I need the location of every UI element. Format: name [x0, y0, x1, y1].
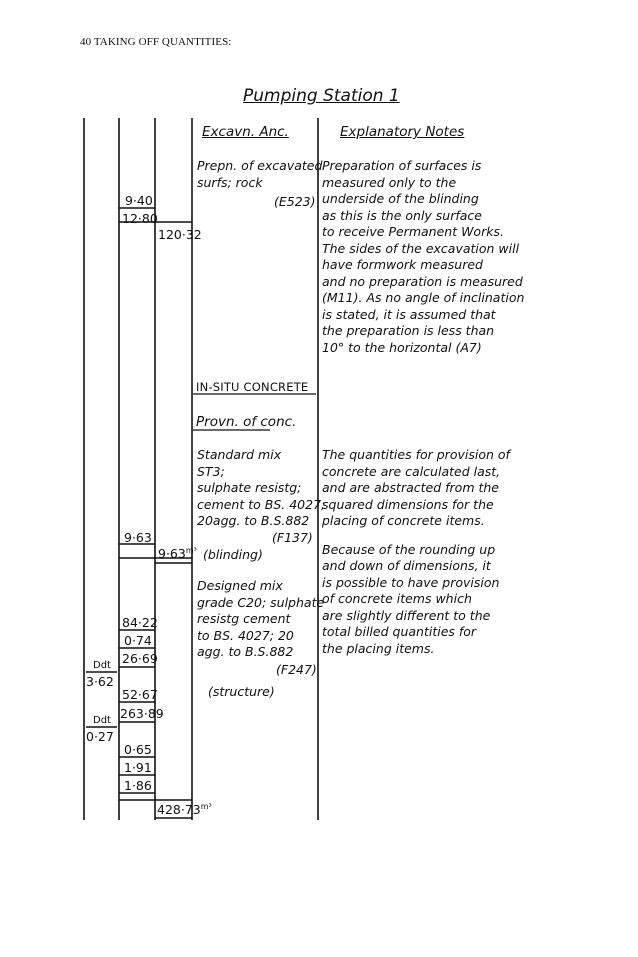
sub-heading: Provn. of conc.: [196, 414, 297, 430]
item3-dim-5: 1·91: [124, 760, 152, 775]
item1-description: Prepn. of excavated surfs; rock: [197, 158, 323, 190]
item3-deduct-label-1: Ddt: [93, 660, 111, 671]
item3-subtotal-2: 263·89: [120, 706, 164, 721]
item3-ref: (F247): [276, 662, 317, 677]
item1-squared: 120·32: [158, 227, 202, 242]
item1-ref: (E523): [274, 194, 316, 209]
item2-ref: (F137): [272, 530, 313, 545]
description-column-heading: Excavn. Anc.: [202, 124, 289, 140]
item1-dim-length: 9·40: [125, 193, 153, 208]
item3-dim-2: 0·74: [124, 633, 152, 648]
item1-dim-width: 12·80: [122, 211, 158, 226]
item2-squared: $9\cdot 63^{m^3}$: [158, 546, 197, 562]
item3-deduct-value-1: 3·62: [86, 674, 114, 689]
item3-squared: $428\cdot 73^{m^3}$: [157, 802, 212, 818]
item2-dim: 9·63: [124, 530, 152, 545]
section-heading: IN-SITU CONCRETE: [196, 380, 309, 394]
sheet-title: Pumping Station 1: [243, 86, 400, 106]
item2-description: Standard mix ST3; sulphate resistg; cement to BS. 4027; 20agg. to B.S.882: [197, 447, 326, 528]
item3-subtotal-1: 52·67: [122, 687, 158, 702]
item3-description: Designed mix grade C20; sulphate resistg cement to BS. 4027; 20 agg. to B.S.882: [197, 578, 325, 659]
item2-notes: The quantities for provision of concrete are calculated last, and are abstracted from the squared dimensions for the placing of concrete items. Because of the rounding up and down of dimensions, it is possible to have provision of concrete items which are slightly different to the total billed quantities for the placing items.: [322, 447, 510, 656]
item3-qualifier: (structure): [208, 684, 275, 699]
item2-qualifier: (blinding): [203, 547, 263, 562]
running-head: 40 TAKING OFF QUANTITIES:: [80, 36, 232, 48]
item1-notes: Preparation of surfaces is measured only to the underside of the blinding as this is the only surface to receive Permanent Works. The sides of the excavation will have formwork measured and no preparation is measured (M11). As no angle of inclination is stated, it is assumed that the preparation is less than 10° to the horizontal (A7): [322, 158, 525, 355]
item3-deduct-value-2: 0·27: [86, 729, 114, 744]
item3-dim-3: 26·69: [122, 651, 158, 666]
item3-dim-6: 1·86: [124, 778, 152, 793]
item3-dim-4: 0·65: [124, 742, 152, 757]
item3-deduct-label-2: Ddt: [93, 715, 111, 726]
item3-dim-1: 84·22: [122, 615, 158, 630]
notes-column-heading: Explanatory Notes: [340, 124, 465, 140]
